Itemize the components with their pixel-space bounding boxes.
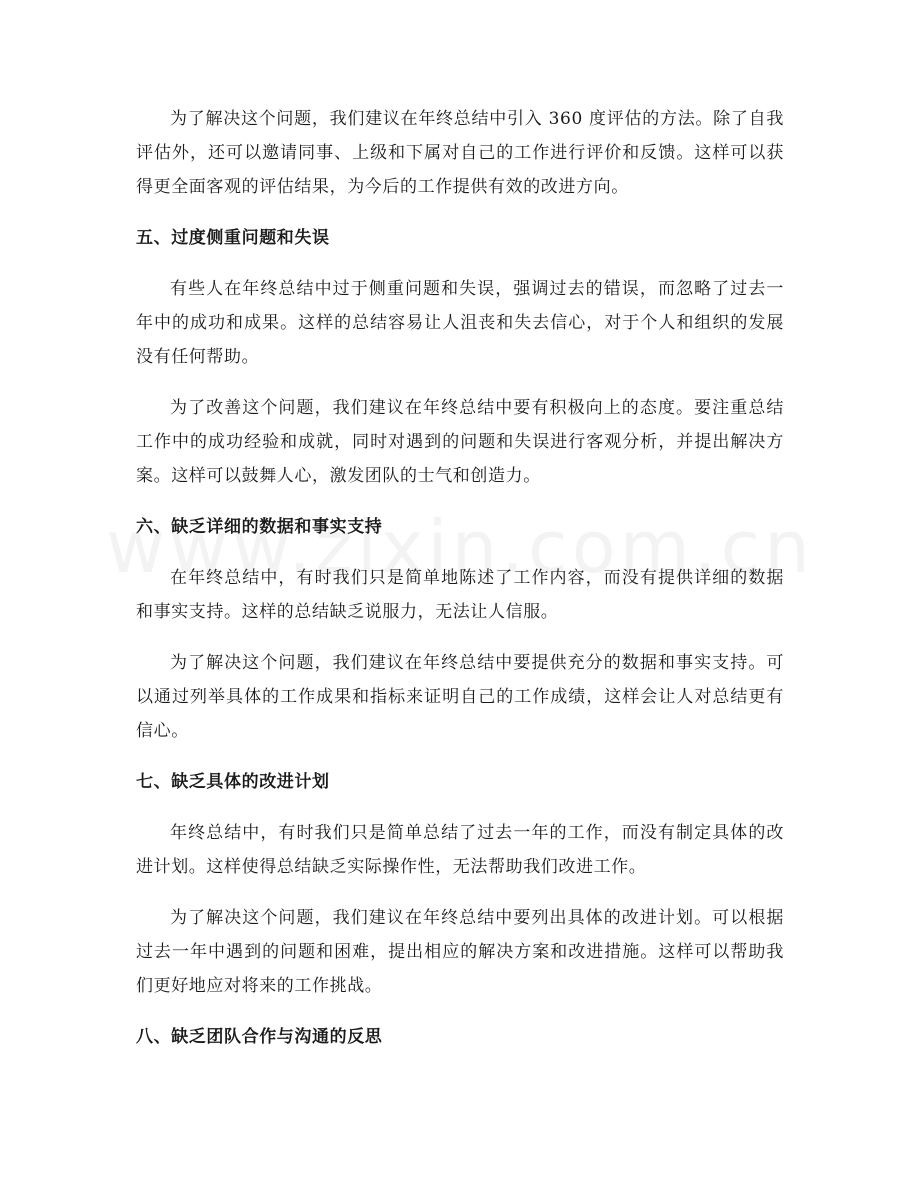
paragraph-lack-data-problem: 在年终总结中，有时我们只是简单地陈述了工作内容，而没有提供详细的数据和事实支持。这样的总结缺乏说服力，无法让人信服。 bbox=[136, 568, 784, 622]
paragraph-provide-data: 为了解决这个问题，我们建议在年终总结中要提供充分的数据和事实支持。可以通过列举具体的工作成果和指标来证明自己的工作成绩，这样会让人对总结更有信心。 bbox=[136, 653, 784, 741]
section-heading-5: 五、过度侧重问题和失误 bbox=[136, 228, 330, 248]
paragraph-overemphasis-problem: 有些人在年终总结中过于侧重问题和失误，强调过去的错误，而忽略了过去一年中的成功和成果。这样的总结容易让人沮丧和失去信心，对于个人和组织的发展没有任何帮助。 bbox=[136, 279, 784, 367]
section-heading-8: 八、缺乏团队合作与沟通的反思 bbox=[136, 1027, 383, 1047]
paragraph-lack-plan-problem: 年终总结中，有时我们只是简单总结了过去一年的工作，而没有制定具体的改进计划。这样使得总结缺乏实际操作性，无法帮助我们改进工作。 bbox=[136, 823, 784, 877]
paragraph-360-evaluation: 为了解决这个问题，我们建议在年终总结中引入 360 度评估的方法。除了自我评估外，还可以邀请同事、上级和下属对自己的工作进行评价和反馈。这样可以获得更全面客观的评估结果，为今后的工作提供有效的改进方向。 bbox=[136, 109, 784, 197]
paragraph-positive-attitude: 为了改善这个问题，我们建议在年终总结中要有积极向上的态度。要注重总结工作中的成功经验和成就，同时对遇到的问题和失误进行客观分析，并提出解决方案。这样可以鼓舞人心，激发团队的士气和创造力。 bbox=[136, 398, 784, 486]
paragraph-improvement-plan: 为了解决这个问题，我们建议在年终总结中要列出具体的改进计划。可以根据过去一年中遇到的问题和困难，提出相应的解决方案和改进措施。这样可以帮助我们更好地应对将来的工作挑战。 bbox=[136, 908, 784, 996]
section-heading-7: 七、缺乏具体的改进计划 bbox=[136, 772, 330, 792]
section-heading-6: 六、缺乏详细的数据和事实支持 bbox=[136, 517, 383, 537]
